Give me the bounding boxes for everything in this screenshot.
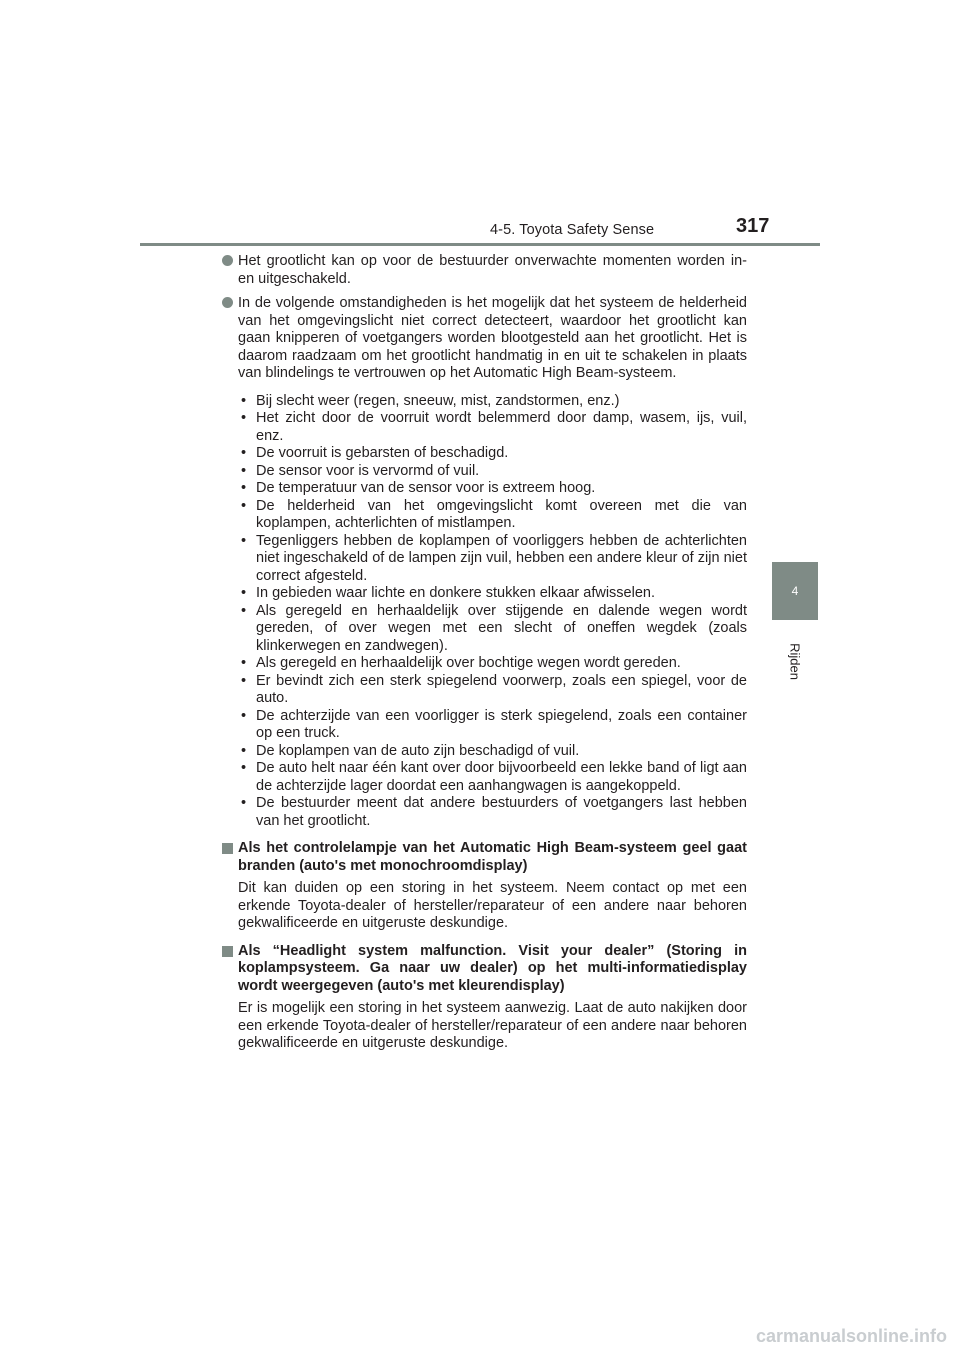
- chapter-number: 4: [791, 584, 799, 598]
- list-item: • De achterzijde van een voorligger is sterk spiegelend, zoals een container op een truck.: [241, 707, 747, 741]
- section-body: Er is mogelijk een storing in het systeem aanwezig. Laat de auto nakijken door een erkende Toyota-dealer of hersteller/reparateur of een andere naar behoren gekwalificeerde en uitgeruste deskundige.: [238, 1000, 747, 1051]
- dot-bullet-icon: •: [241, 760, 247, 776]
- bullet-text: In de volgende omstandigheden is het mogelijk dat het systeem de helderheid van het omgevingslicht niet correct detecteert, waardoor het grootlicht kan gaan knipperen of voetgangers worden blootgesteld aan het grootlicht. Het is daarom raadzaam om het grootlicht handmatig in en uit te schakelen in plaats van blindelings te vertrouwen op het Automatic High Beam-systeem.: [238, 295, 747, 381]
- list-item: • In gebieden waar lichte en donkere stukken elkaar afwisselen.: [241, 585, 655, 601]
- section-heading: Als “Headlight system malfunction. Visit your dealer” (Storing in koplampsysteem. Ga naar uw dealer) op het multi-informatiedisplay wordt weergegeven (auto's met kleurendisplay): [220, 943, 747, 996]
- list-item: • De voorruit is gebarsten of beschadigd.: [241, 445, 509, 461]
- dot-bullet-icon: •: [241, 532, 247, 549]
- list-item: • De bestuurder meent dat andere bestuurders of voetgangers last hebben van het grootlicht.: [241, 795, 747, 829]
- running-header-section: 4-5. Toyota Safety Sense: [490, 222, 655, 238]
- dot-bullet-icon: •: [241, 672, 247, 689]
- dot-bullet-icon: •: [241, 707, 247, 724]
- page-content: [220, 253, 747, 1053]
- dot-bullet-icon: •: [241, 795, 247, 811]
- bullet-paragraph: [220, 295, 747, 383]
- list-item: • De helderheid van het omgevingslicht komt overeen met die van koplampen, achterlichten of mistlampen.: [241, 497, 747, 531]
- list-item: • De koplampen van de auto zijn beschadigd of vuil.: [241, 742, 580, 759]
- chapter-label: Rijden: [787, 643, 803, 680]
- list-item: • De sensor voor is vervormd of vuil.: [241, 462, 480, 479]
- list-item: • De temperatuur van de sensor voor is extreem hoog.: [241, 480, 596, 496]
- chapter-tab: [772, 562, 818, 620]
- section-headlight-malfunction: [220, 943, 747, 1053]
- bullet-text: Het grootlicht kan op voor de bestuurder onverwachte momenten worden in- en uitgeschakeld.: [238, 253, 747, 287]
- conditions-list: [220, 393, 747, 831]
- square-bullet-icon: [222, 843, 233, 854]
- list-item: • Er bevindt zich een sterk spiegelend voorwerp, zoals een spiegel, voor de auto.: [241, 672, 747, 706]
- dot-bullet-icon: •: [241, 497, 247, 514]
- bullet-paragraph: [220, 253, 747, 288]
- header-rule: [140, 243, 820, 246]
- list-item: • De auto helt naar één kant over door bijvoorbeeld een lekke band of ligt aan de achterzijde lager doordat een aanhangwagen is aangekoppeld.: [241, 760, 747, 794]
- section-body: Dit kan duiden op een storing in het systeem. Neem contact op met een erkende Toyota-dealer of hersteller/reparateur of een andere naar behoren gekwalificeerde en uitgeruste deskundige.: [238, 880, 747, 931]
- dot-bullet-icon: •: [241, 392, 247, 409]
- dot-bullet-icon: •: [241, 480, 247, 496]
- circle-bullet-icon: [222, 297, 233, 308]
- section-heading: Als het controlelampje van het Automatic High Beam-systeem geel gaat branden (auto's met monochroomdisplay): [220, 840, 747, 875]
- list-item: • Het zicht door de voorruit wordt belemmerd door damp, wasem, ijs, vuil, enz.: [241, 410, 747, 444]
- circle-bullet-icon: [222, 255, 233, 266]
- dot-bullet-icon: •: [241, 410, 247, 426]
- watermark-logo: carmanualsonline.info: [756, 1326, 948, 1346]
- dot-bullet-icon: •: [241, 585, 247, 601]
- dot-bullet-icon: •: [241, 602, 247, 619]
- square-bullet-icon: [222, 946, 233, 957]
- list-item: • Als geregeld en herhaaldelijk over bochtige wegen wordt gereden.: [241, 655, 681, 671]
- list-item: • Als geregeld en herhaaldelijk over stijgende en dalende wegen wordt gereden, of over wegen met een slecht of oneffen wegdek (zoals klinkerwegen en zandwegen).: [241, 602, 747, 654]
- section-monochrome-indicator: [220, 840, 747, 933]
- list-item: • Bij slecht weer (regen, sneeuw, mist, zandstormen, enz.): [241, 392, 620, 409]
- dot-bullet-icon: •: [241, 445, 247, 461]
- dot-bullet-icon: •: [241, 462, 247, 479]
- dot-bullet-icon: •: [241, 655, 247, 671]
- page-number: 317: [736, 215, 770, 237]
- dot-bullet-icon: •: [241, 742, 247, 759]
- list-item: • Tegenliggers hebben de koplampen of voorliggers hebben de achterlichten niet ingeschakeld of de lampen zijn vuil, hebben een andere kleur of zijn niet correct afgesteld.: [241, 532, 747, 584]
